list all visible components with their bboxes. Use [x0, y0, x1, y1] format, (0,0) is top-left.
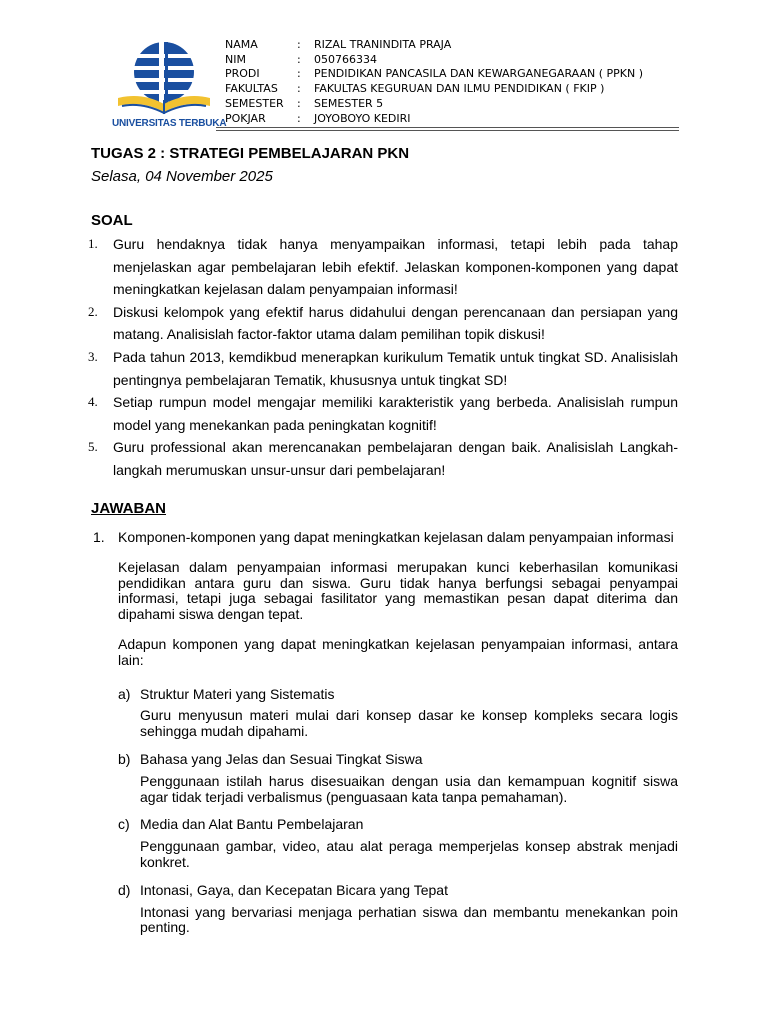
component-description: Penggunaan istilah harus disesuaikan dengan usia dan kemampuan kognitif siswa agar tidak terjadi verbalismus (penguasaan kata tanpa pemahaman). — [140, 772, 678, 805]
answer-paragraph: Kejelasan dalam penyampaian informasi merupakan kunci keberhasilan komunikasi pendidikan antara guru dan siswa. Guru tidak hanya berfungsi sebagai penyampai informasi, tetapi juga sebagai fasilitator yang memastikan pesan dapat diterima dan dipahami siswa dengan tepat. — [118, 558, 678, 623]
identity-row — [225, 67, 643, 82]
question-item — [88, 391, 678, 436]
jawaban-heading: JAWABAN — [91, 500, 167, 517]
component-letter: d) — [118, 881, 131, 898]
identity-key: POKJAR — [225, 111, 266, 125]
component-description: Intonasi yang bervariasi menjaga perhatian siswa dan membantu menekankan poin penting. — [140, 903, 678, 936]
assignment-date: Selasa, 04 November 2025 — [91, 168, 273, 185]
component-letter: b) — [118, 750, 131, 767]
identity-separator: : — [297, 82, 301, 96]
header-divider — [216, 127, 679, 128]
answer-number: 1. — [93, 529, 105, 545]
identity-row — [225, 112, 643, 127]
identity-row — [225, 82, 643, 97]
question-text: Diskusi kelompok yang efektif harus didahului dengan perencanaan dan persiapan yang matang. Analisislah factor-faktor utama dalam pemilihan topik diskusi! — [113, 303, 678, 343]
question-number: 4. — [88, 394, 98, 410]
identity-value: RIZAL TRANINDITA PRAJA — [314, 38, 452, 51]
student-identity — [225, 38, 643, 126]
component-title: Intonasi, Gaya, dan Kecepatan Bicara yang Tepat — [140, 881, 448, 898]
question-item — [88, 301, 678, 346]
identity-separator: : — [297, 52, 301, 66]
identity-separator: : — [297, 67, 301, 81]
question-item — [88, 233, 678, 301]
logo-text: UNIVERSITAS TERBUKA — [112, 118, 227, 129]
assignment-title: TUGAS 2 : STRATEGI PEMBELAJARAN PKN — [91, 145, 410, 162]
identity-key: FAKULTAS — [225, 82, 278, 96]
identity-separator: : — [297, 38, 301, 51]
identity-value: PENDIDIKAN PANCASILA DAN KEWARGANEGARAAN ( PPKN ) — [314, 67, 644, 81]
answer-heading-text: Komponen-komponen yang dapat meningkatkan kejelasan dalam penyampaian informasi — [118, 529, 674, 545]
question-text: Setiap rumpun model mengajar memiliki karakteristik yang berbeda. Analisislah rumpun model yang menekankan pada peningkatan kognitif! — [113, 394, 678, 433]
header-divider-secondary — [216, 130, 679, 131]
university-logo — [112, 40, 227, 130]
question-list — [88, 233, 678, 482]
identity-row — [225, 53, 643, 68]
component-item — [118, 883, 678, 899]
identity-row — [225, 97, 643, 112]
component-item — [118, 817, 678, 833]
question-text: Guru hendaknya tidak hanya menyampaikan informasi, tetapi lebih pada tahap menjelaskan agar pembelajaran lebih efektif. Jelaskan komponen-komponen yang dapat meningkatkan kejelasan dalam penyampaian informasi! — [113, 236, 678, 298]
identity-value: 050766334 — [314, 52, 377, 66]
question-item — [88, 436, 678, 481]
identity-key: SEMESTER — [225, 96, 284, 110]
answer-heading — [93, 530, 678, 546]
answer-paragraph: Adapun komponen yang dapat meningkatkan kejelasan penyampaian informasi, antara lain: — [118, 635, 678, 668]
identity-value: JOYOBOYO KEDIRI — [314, 111, 411, 125]
component-item — [118, 752, 678, 768]
identity-row — [225, 38, 643, 53]
component-title: Bahasa yang Jelas dan Sesuai Tingkat Siswa — [140, 750, 423, 767]
component-description: Penggunaan gambar, video, atau alat peraga memperjelas konsep abstrak menjadi konkret. — [140, 838, 678, 870]
question-item — [88, 346, 678, 391]
soal-heading: SOAL — [91, 212, 133, 229]
question-number: 1. — [88, 236, 98, 251]
identity-separator: : — [297, 111, 301, 125]
identity-key: NAMA — [225, 38, 258, 51]
question-text: Guru professional akan merencanakan pembelajaran dengan baik. Analisislah Langkah-langkah merumuskan unsur-unsur dari pembelajaran! — [113, 439, 678, 478]
identity-separator: : — [297, 96, 301, 110]
component-description: Guru menyusun materi mulai dari konsep dasar ke konsep kompleks secara logis sehingga mudah dipahami. — [140, 707, 678, 740]
open-book-globe-icon — [112, 40, 216, 118]
identity-value: FAKULTAS KEGURUAN DAN ILMU PENDIDIKAN ( FKIP ) — [314, 82, 605, 96]
component-title: Struktur Materi yang Sistematis — [140, 685, 335, 702]
identity-value: SEMESTER 5 — [314, 96, 384, 110]
component-letter: c) — [118, 816, 130, 833]
question-text: Pada tahun 2013, kemdikbud menerapkan kurikulum Tematik untuk tingkat SD. Analisislah pentingnya pembelajaran Tematik, khususnya untuk tingkat SD! — [113, 348, 678, 388]
component-title: Media dan Alat Bantu Pembelajaran — [140, 816, 364, 833]
answer-section — [93, 530, 678, 936]
identity-key: PRODI — [225, 67, 260, 81]
question-number: 3. — [88, 348, 98, 364]
component-letter: a) — [118, 685, 131, 702]
question-number: 5. — [88, 439, 98, 455]
question-number: 2. — [88, 303, 98, 319]
identity-key: NIM — [225, 52, 246, 66]
component-item — [118, 687, 678, 703]
